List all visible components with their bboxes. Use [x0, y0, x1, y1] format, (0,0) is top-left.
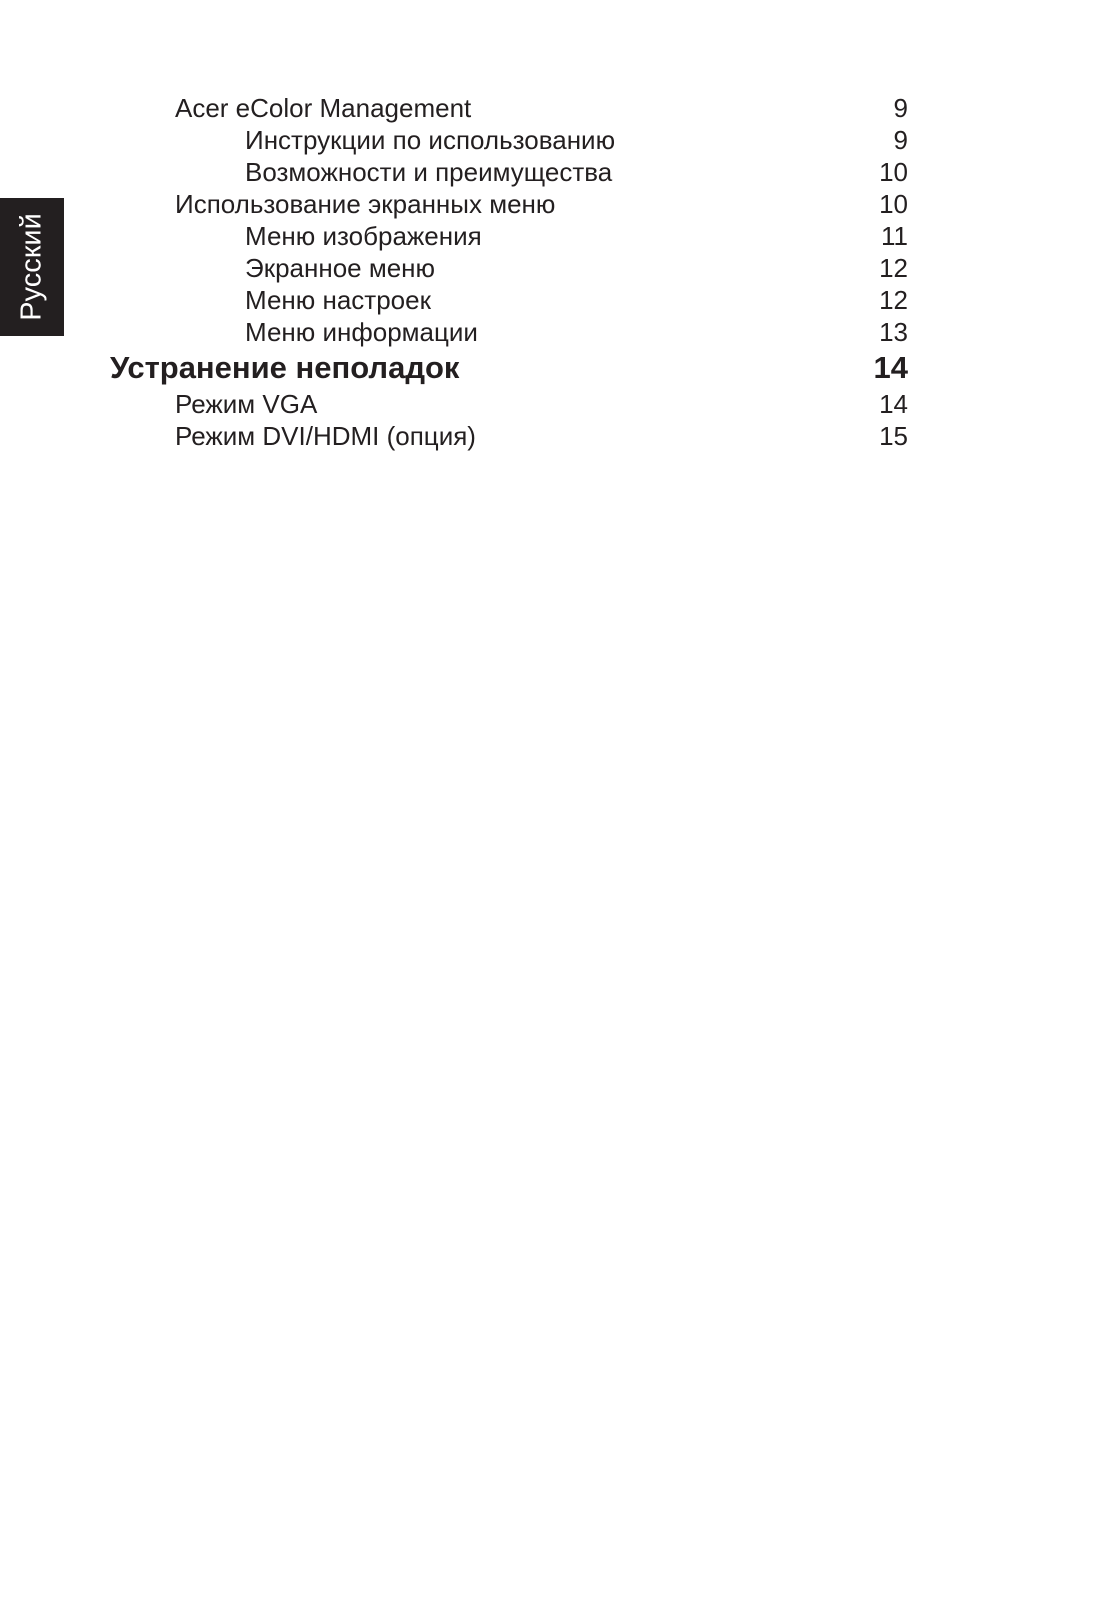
toc-entry[interactable] [0, 156, 1116, 188]
toc-entry-label: Режим DVI/HDMI (опция) [175, 421, 476, 451]
toc-entry-page: 11 [881, 221, 908, 251]
toc-entry[interactable] [0, 420, 1116, 452]
toc-entry-label: Acer eColor Management [175, 93, 472, 123]
toc-entry-label: Меню настроек [245, 285, 431, 315]
toc-entry-page: 14 [879, 389, 908, 419]
toc-entry[interactable] [0, 92, 1116, 124]
toc-entry-page: 10 [879, 157, 908, 187]
toc-section-page: 14 [873, 350, 908, 385]
toc-entry-label: Меню информации [245, 317, 478, 347]
toc-entry-label: Экранное меню [245, 253, 436, 283]
toc-entry[interactable] [0, 124, 1116, 156]
toc-entry-page: 12 [879, 285, 908, 315]
toc-entry-page: 9 [893, 93, 908, 123]
toc-entry-page: 13 [879, 317, 908, 347]
toc-section-heading[interactable] [0, 352, 1116, 384]
toc-entry[interactable] [0, 316, 1116, 348]
toc-entry-label: Использование экранных меню [175, 189, 556, 219]
language-tab-label: Русский [15, 213, 48, 321]
toc-entry-page: 15 [879, 421, 908, 451]
toc-entry[interactable] [0, 284, 1116, 316]
toc-entry-label: Возможности и преимущества [245, 157, 613, 187]
toc-entry-page: 9 [893, 125, 908, 155]
toc-entry-page: 10 [879, 189, 908, 219]
toc-entry[interactable] [0, 220, 1116, 252]
toc-entry[interactable] [0, 252, 1116, 284]
toc-entry-label: Инструкции по использованию [245, 125, 616, 155]
toc-entry-label: Режим VGA [175, 389, 318, 419]
toc-entry-label: Меню изображения [245, 221, 482, 251]
toc-entry[interactable] [0, 388, 1116, 420]
toc-entry[interactable] [0, 188, 1116, 220]
toc-entry-page: 12 [879, 253, 908, 283]
toc-section-label: Устранение неполадок [110, 350, 460, 385]
